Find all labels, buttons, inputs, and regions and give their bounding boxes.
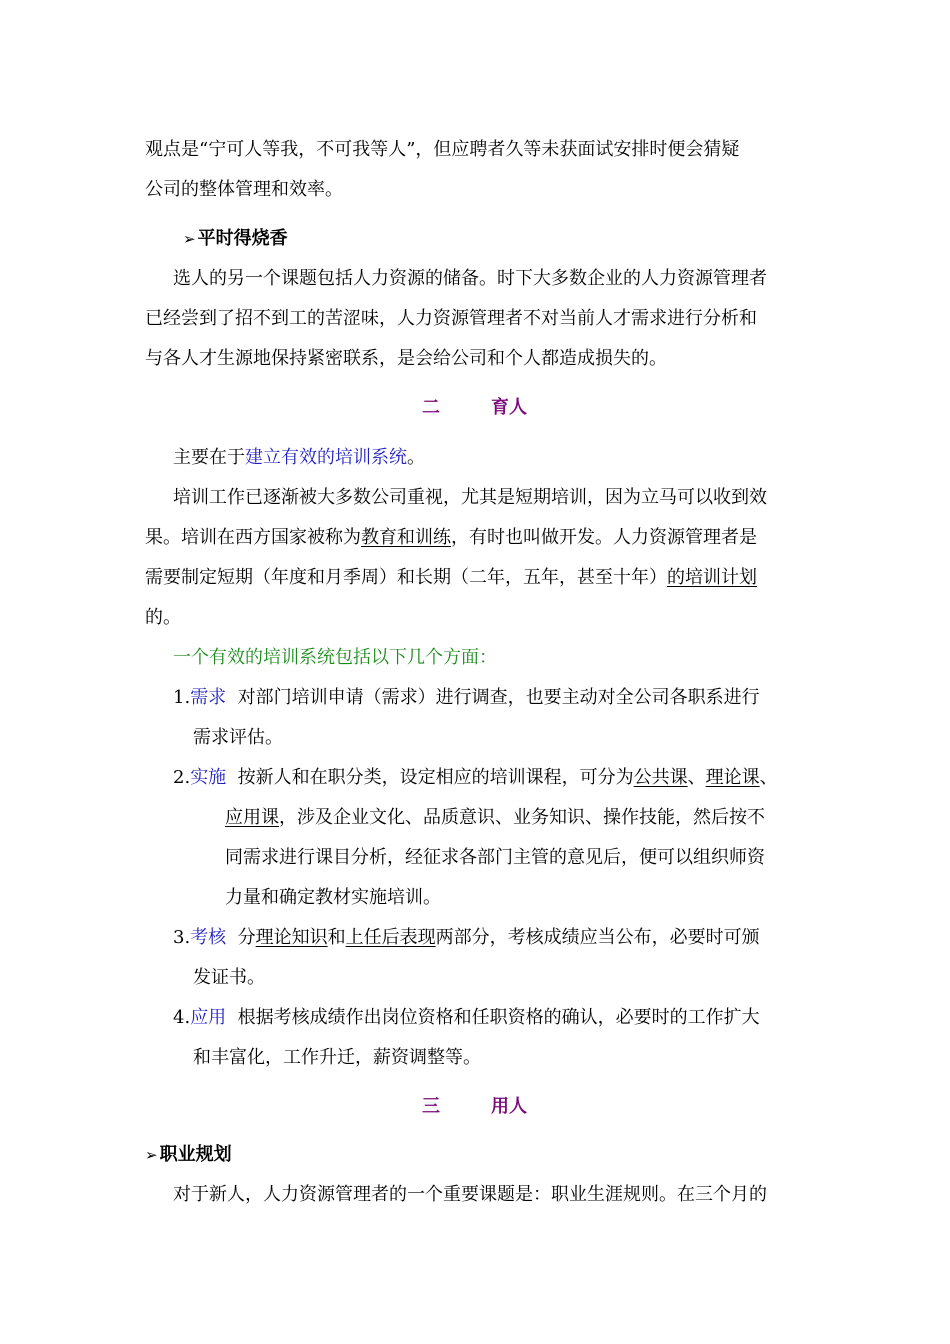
section-number-2: 二	[422, 397, 440, 418]
list-item: 4.应用 根据考核成绩作出岗位资格和任职资格的确认，必要时的工作扩大	[173, 1007, 760, 1028]
list-intro: 一个有效的培训系统包括以下几个方面：	[173, 647, 497, 668]
underlined-term: 应用课	[225, 807, 279, 828]
paragraph-line: 主要在于建立有效的培训系统。	[173, 447, 425, 468]
subheading-pingshi: ➢ 平时得烧香	[183, 228, 288, 249]
list-item: 2.实施 按新人和在职分类，设定相应的培训课程，可分为公共课、理论课、	[173, 767, 778, 788]
underlined-term: 理论课	[705, 767, 760, 788]
paragraph-line: 的。	[145, 607, 181, 628]
underlined-term: 的培训计划	[667, 567, 757, 588]
underlined-term: 教育和训练	[361, 527, 451, 548]
list-item-continuation: 需求评估。	[193, 727, 283, 748]
list-item-continuation: 发证书。	[193, 967, 265, 988]
list-item: 3.考核 分理论知识和上任后表现两部分，考核成绩应当公布，必要时可颁	[173, 927, 760, 948]
underlined-term: 上任后表现	[345, 927, 436, 948]
section-number-3: 三	[422, 1096, 440, 1117]
list-item-key: 应用	[190, 1007, 227, 1028]
paragraph-line: 已经尝到了招不到工的苦涩味，人力资源管理者不对当前人才需求进行分析和	[145, 308, 757, 329]
paragraph-line: 观点是“宁可人等我，不可我等人”，但应聘者久等未获面试安排时便会猜疑	[145, 139, 740, 160]
section-title-2: 育人	[491, 397, 527, 418]
paragraph-line: 公司的整体管理和效率。	[145, 179, 343, 200]
list-item-key: 考核	[190, 927, 227, 948]
paragraph-line: 与各人才生源地保持紧密联系，是会给公司和个人都造成损失的。	[145, 348, 667, 369]
list-item-continuation: 应用课，涉及企业文化、品质意识、业务知识、操作技能，然后按不	[225, 807, 765, 828]
list-item-continuation: 同需求进行课目分析，经征求各部门主管的意见后，便可以组织师资	[225, 847, 765, 868]
underlined-term: 理论知识	[255, 927, 328, 948]
paragraph-line: 需要制定短期（年度和月季周）和长期（二年，五年，甚至十年）的培训计划	[145, 567, 757, 588]
arrow-bullet-icon: ➢	[183, 230, 196, 248]
underlined-term: 公共课	[633, 767, 688, 788]
paragraph-line: 对于新人，人力资源管理者的一个重要课题是：职业生涯规则。在三个月的	[173, 1184, 767, 1205]
list-item-key: 实施	[190, 767, 227, 788]
list-item-key: 需求	[190, 687, 227, 708]
list-item-continuation: 和丰富化，工作升迁，薪资调整等。	[193, 1047, 481, 1068]
paragraph-line: 果。培训在西方国家被称为教育和训练，有时也叫做开发。人力资源管理者是	[145, 527, 757, 548]
list-item: 1.需求 对部门培训申请（需求）进行调查，也要主动对全公司各职系进行	[173, 687, 760, 708]
paragraph-line: 培训工作已逐渐被大多数公司重视，尤其是短期培训，因为立马可以收到效	[173, 487, 767, 508]
section-title-3: 用人	[491, 1096, 527, 1117]
list-item-continuation: 力量和确定教材实施培训。	[225, 887, 441, 908]
paragraph-line: 选人的另一个课题包括人力资源的储备。时下大多数企业的人力资源管理者	[173, 268, 767, 289]
highlight-text: 建立有效的培训系统	[245, 447, 407, 468]
subheading-zhiye: ➢ 职业规划	[145, 1144, 232, 1165]
arrow-bullet-icon: ➢	[145, 1146, 158, 1164]
